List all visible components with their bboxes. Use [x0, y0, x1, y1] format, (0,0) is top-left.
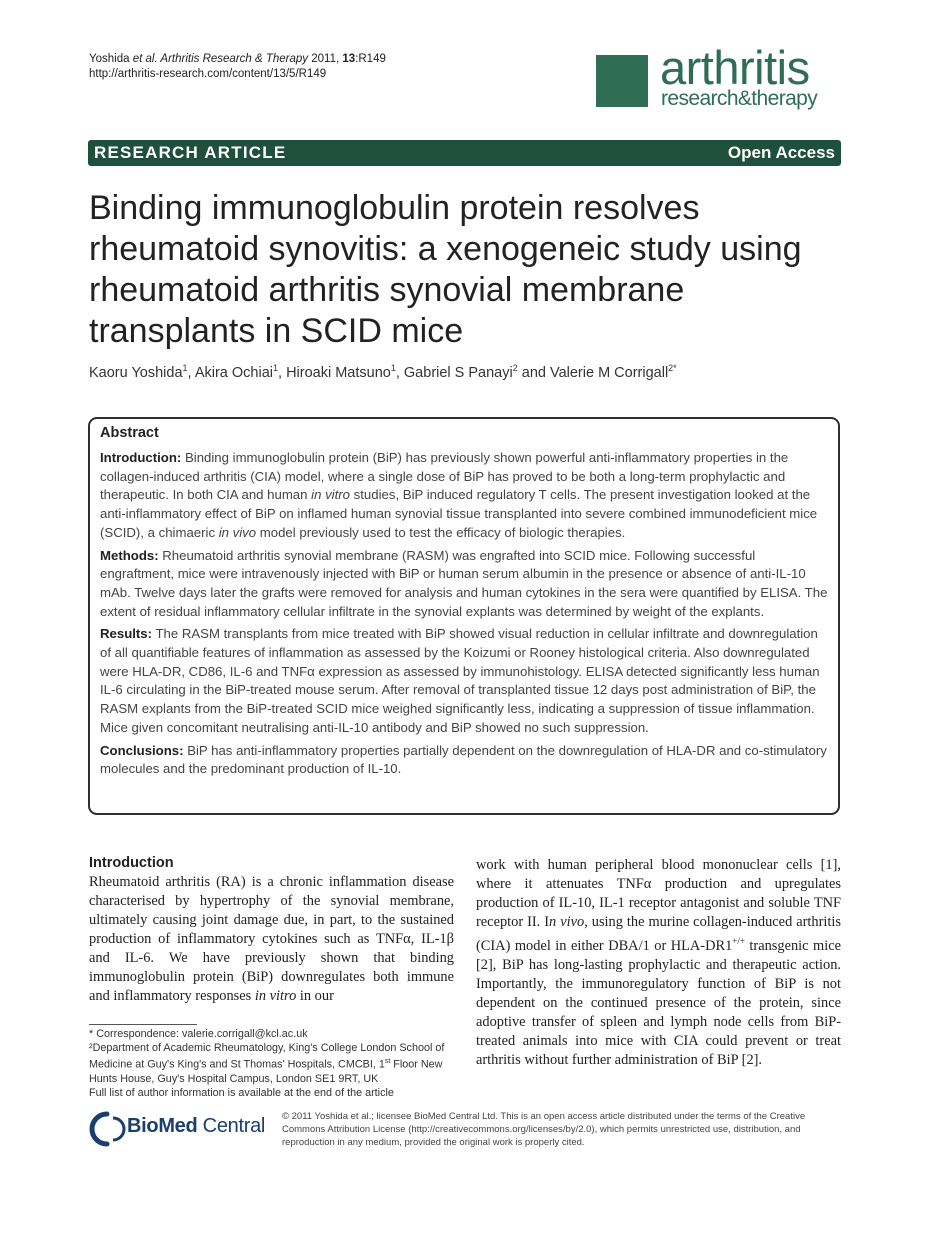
abstract-box: [88, 417, 840, 815]
citation-year: 2011,: [308, 53, 343, 65]
author-name: Valerie M Corrigall: [549, 364, 669, 381]
citation-volume: 13: [342, 53, 356, 65]
footnote-divider: [89, 1024, 197, 1025]
citation-journal: Arthritis Research & Therapy: [157, 53, 309, 65]
intro-text: Rheumatoid arthritis (RA) is a chronic inflammation disease characterised by hypertrophy of the synovial membrane, ultimately causing joint damage due, in part, to the sustained production of inflammatory cytokines such as TNFα, IL-1β and IL-6. We have previously shown that binding immunoglobulin protein (BiP) downregulates both immune and inflammatory responses: [89, 874, 454, 1004]
abstract-conclusions-text: BiP has anti-inflammatory properties partially dependent on the downregulation of HLA-DR and co-stimulatory molecules and the predominant production of IL-10.: [100, 742, 827, 777]
central-word: Central: [197, 1115, 266, 1137]
abstract-results: [100, 625, 828, 737]
intro-italic: n vivo: [549, 914, 585, 930]
author: Gabriel S Panayi$^2$ and: [403, 363, 550, 381]
citation-line: [89, 52, 386, 67]
intro-text: in our: [296, 988, 334, 1004]
abstract-intro-text: model previously used to test the efficacy of biologic therapies.: [256, 524, 626, 540]
author-sup: 1: [272, 363, 278, 373]
author-name: Gabriel S Panayi: [403, 364, 513, 381]
intro-italic: in vitro: [254, 988, 297, 1004]
body-column-right: [476, 855, 841, 1070]
abstract-conclusions: [100, 742, 828, 779]
article-type-banner: [88, 140, 841, 166]
full-author-info-note: Full list of author information is available at the end of the article: [89, 1086, 394, 1099]
author-sup: 2*: [668, 363, 677, 373]
research-article-label: RESEARCH ARTICLE: [94, 143, 287, 162]
author-name: Hiroaki Matsuno: [286, 364, 391, 381]
author: [550, 365, 677, 381]
author-sup: 1: [182, 363, 188, 373]
article-title: Binding immunoglobulin protein resolves rheumatoid synovitis: a xenogeneic study using rheumatoid arthritis synovial membrane transplants in SCID mice: [89, 189, 802, 350]
journal-logo-research-therapy: research&therapy: [661, 87, 818, 110]
citation-article: :R149: [355, 53, 386, 65]
affiliation-note: [89, 1041, 459, 1086]
correspondence-note: * Correspondence: valerie.corrigall@kcl.ac.uk: [89, 1028, 308, 1040]
intro-text: transgenic mice [2], BiP has long-lasting prophylactic and therapeutic action. Importantly, the immunoregulatory function of BiP is not dependent on the continued presence of the protein, since adoptive transfer of spleen and lymph node cells from BiP-treated animals into mice with CIA could prevent or treat arthritis without further administration of BiP [2].: [476, 937, 841, 1068]
affiliation-sup: st: [384, 1058, 391, 1065]
abstract-intro-italic: in vivo: [218, 524, 257, 540]
body-column-left: [89, 855, 454, 1006]
author-name: Akira Ochiai: [194, 364, 273, 381]
abstract-heading: Abstract: [100, 425, 159, 441]
journal-logo-square: [596, 55, 648, 107]
abstract-methods: [100, 547, 828, 622]
author: Akira Ochiai$^1$,: [194, 363, 287, 381]
license-statement: © 2011 Yoshida et al.; licensee BioMed Central Ltd. This is an open access article distributed under the terms of the Creative Commons Attribution License (http://creativecommons.org/licenses/by/2.0), which permits unrestricted use, distribution, and reproduction in any medium, provided the original work is properly cited.: [282, 1111, 806, 1148]
author-sup: 1: [390, 363, 396, 373]
intro-text: work with human peripheral blood mononuclear cells [1], where it attenuates TNFα production and upregulates production of IL-10, IL-1 receptor antagonist and soluble TNF receptor II. I: [476, 857, 841, 930]
affiliation-text: Floor New Hunts House, Guy's Hospital Campus, London SE1 9RT, UK: [89, 1058, 443, 1085]
article-url[interactable]: http://arthritis-research.com/content/13/5/R149: [89, 68, 327, 80]
abstract-intro-text: Binding immunoglobulin protein (BiP) has previously shown powerful anti-inflammatory properties in the collagen-induced arthritis (CIA) model, where a single dose of BiP has proved to be both a long-term prophylactic and therapeutic. In both CIA and human: [100, 450, 789, 503]
author: Kaoru Yoshida$^1$,: [89, 363, 195, 381]
intro-text: , using the murine collagen-induced arthritis (CIA) model in either DBA/1 or HLA-DR1: [476, 914, 841, 954]
author-list: [89, 363, 677, 381]
abstract-conclusions-label: Conclusions:: [100, 742, 184, 758]
biomed-central-wordmark: [127, 1115, 265, 1138]
citation-header: [89, 52, 386, 82]
abstract-intro-text: studies, BiP induced regulatory T cells. The present investigation looked at the anti-inflammatory effect of BiP on inflamed human synovial tissue transplanted into severe combined immunodeficient mice (SCID), a chimaeric: [100, 487, 818, 540]
journal-logo-arthritis: arthritis: [660, 41, 810, 94]
abstract-methods-label: Methods:: [100, 547, 159, 563]
author-sup: 2: [512, 363, 518, 373]
citation-author: Yoshida: [89, 53, 133, 65]
introduction-paragraph: [89, 873, 454, 1006]
abstract-introduction: [100, 449, 828, 543]
introduction-heading: Introduction: [89, 855, 174, 871]
open-access-label: Open Access: [727, 143, 835, 162]
abstract-results-text: The RASM transplants from mice treated with BiP showed visual reduction in cellular infiltrate and downregulation of all quantifiable features of inflammation as assessed by the Koizumi or Rooney histological criteria. Also downregulated were HLA-DR, CD86, IL-6 and TNFα expression as assessed by immunohistology. ELISA detected significantly less human IL-6 circulating in the BiP-treated mouse serum. After removal of transplanted tissue 12 days post administration of BiP, the RASM explants from the BiP-treated SCID mice weighed significantly less, indicating a suppression of tissue inflammation. Mice given concomitant neutralising anti-IL-10 antibody and BiP showed no such suppression.: [100, 626, 820, 735]
author: Hiroaki Matsuno$^1$,: [286, 363, 404, 381]
abstract-methods-text: Rheumatoid arthritis synovial membrane (RASM) was engrafted into SCID mice. Following successful engraftment, mice were intravenously injected with BiP or human serum albumin in the presence or absence of anti-IL-10 mAb. Twelve days later the grafts were removed for analysis and human cytokines in the sera were quantified by ELISA. The extent of residual inflammatory cellular infiltrate in the synovial explants was determined by weight of the explants.: [100, 547, 828, 619]
abstract-results-label: Results:: [100, 626, 153, 642]
introduction-paragraph-continued: [476, 856, 841, 1070]
intro-sup: +/+: [732, 936, 745, 946]
abstract-intro-label: Introduction:: [100, 450, 182, 465]
author-name: Kaoru Yoshida: [89, 364, 183, 381]
affiliation-text: ²Department of Academic Rheumatology, King's College London School of Medicine at Guy's King's and St Thomas' Hospitals, CMCBI, 1: [89, 1042, 445, 1071]
biomed-word: BioMed: [127, 1115, 198, 1137]
citation-etal: et al.: [132, 53, 158, 65]
abstract-intro-italic: in vitro: [311, 487, 350, 503]
footnotes: [89, 1027, 459, 1100]
